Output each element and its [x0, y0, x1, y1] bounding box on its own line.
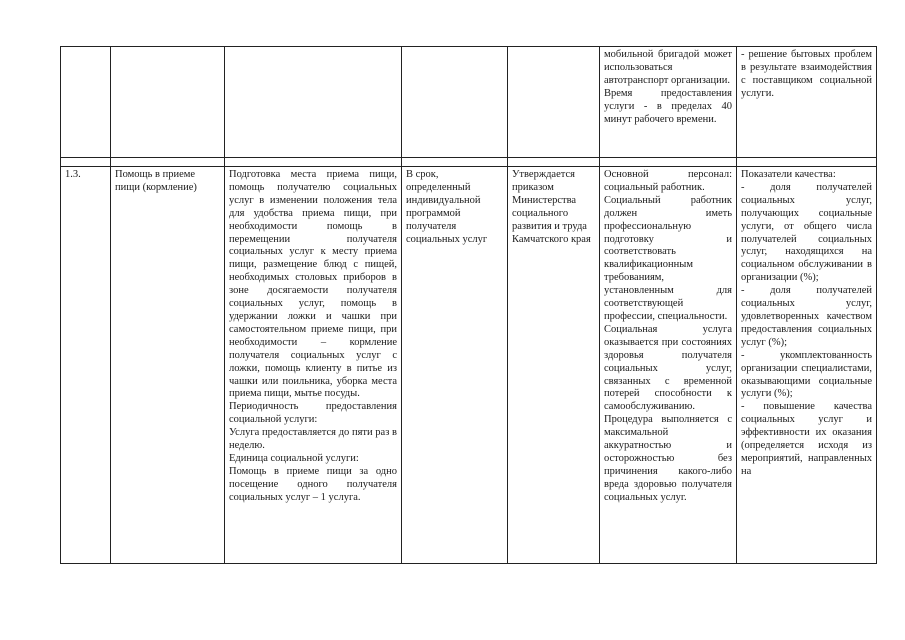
indicator-item: - укомплектованность организации специалистами, оказывающими социальные услуги (%);: [741, 349, 872, 400]
service-description: Подготовка места приема пищи, помощь получателю социальных услуг в изменении положения тела для удобства приема пищи, при необходимости помощь в перемещении получателя социальных услуг к месту приема пищи, размещение блюд с пищей, необходимых столовых приборов в зоне досягаемости получателя социальных услуг, помощь в удержании ложки и чашки при самостоятельном приеме пищи, при необходимости – кормление получателя социальных услуг с ложки, помощь клиенту в питье из чашки или поильника, уборка места приема пищи, мытье посуды.: [229, 169, 397, 400]
table-spacer-row: [61, 158, 877, 167]
indicators-text: - решение бытовых проблем в результате взаимодействия с поставщиком социальной услуги.: [741, 49, 872, 99]
number-cell: [61, 47, 111, 158]
term-cell: [402, 47, 508, 158]
indicator-item: - доля получателей социальных услуг, удовлетворенных качеством предоставления социальных услуг (%);: [741, 285, 872, 348]
time-text: Время предоставления услуги - в пределах 40 минут рабочего времени.: [604, 87, 732, 125]
indicators-cell: [737, 167, 877, 564]
service-name: Помощь в приеме пищи (кормление): [115, 169, 197, 193]
unit-value: Помощь в приеме пищи за одно посещение одного получателя социальных услуг – 1 услуга.: [229, 465, 397, 503]
conditions-cell: [600, 47, 737, 158]
description-cell: [225, 167, 402, 564]
conditions-procedure: Процедура выполняется с максимальной аккуратностью и осторожностью без причинения какого-либо вреда здоровью получателя социальных услуг.: [604, 414, 732, 503]
conditions-requirements: Социальный работник должен иметь профессиональную подготовку и соответствовать квалификационным требованиям, установленным для соответствующей профессии, специальности.: [604, 194, 732, 322]
row-number: 1.3.: [65, 169, 81, 180]
number-cell: [61, 167, 111, 564]
conditions-cell: [600, 167, 737, 564]
conditions-staff: Основной персонал: социальный работник.: [604, 169, 732, 193]
periodicity-label: Периодичность предоставления социальной услуги:: [229, 401, 397, 426]
tariff-cell: [508, 167, 600, 564]
conditions-when: Социальная услуга оказывается при состояниях здоровья получателя социальных услуг, связанных с временной потерей способности к самообслуживанию.: [604, 323, 732, 413]
indicators-cell: [737, 47, 877, 158]
unit-label: Единица социальной услуги:: [229, 452, 359, 464]
services-table: [60, 46, 877, 564]
indicators-title: Показатели качества:: [741, 169, 836, 180]
term-cell: [402, 167, 508, 564]
indicator-item: - повышение качества социальных услуг и эффективности их оказания (определяется исходя из мероприятий, направленных на: [741, 401, 872, 477]
indicator-item: - доля получателей социальных услуг, получающих социальные услуги, от общего числа получателей социальных услуг, находящихся на социальном обслуживании в организации (%);: [741, 181, 872, 284]
conditions-text: мобильной бригадой может использоваться автотранспорт организации.: [604, 49, 732, 86]
table-row: [61, 47, 877, 158]
service-name-cell: [111, 47, 225, 158]
periodicity-value: Услуга предоставляется до пяти раз в неделю.: [229, 427, 397, 452]
service-term: В срок, определенный индивидуальной программой получателя социальных услуг: [406, 169, 488, 245]
service-name-cell: [111, 167, 225, 564]
service-tariff: Утверждается приказом Министерства социального развития и труда Камчатского края: [512, 169, 591, 245]
tariff-cell: [508, 47, 600, 158]
description-cell: [225, 47, 402, 158]
table-row: [61, 167, 877, 564]
